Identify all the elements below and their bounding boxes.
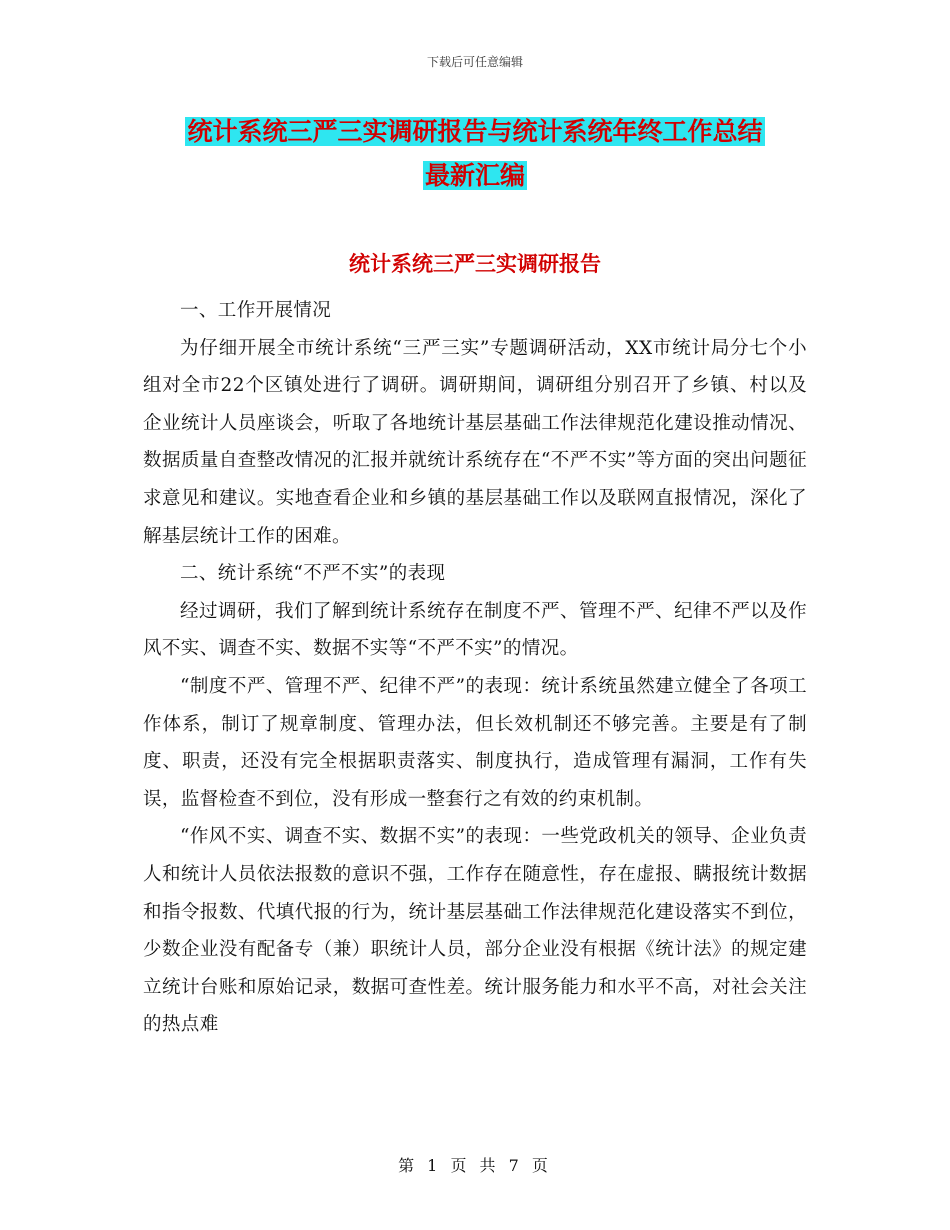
title-line-1: 统计系统三严三实调研报告与统计系统年终工作总结: [187, 117, 763, 146]
paragraph: “作风不实、调查不实、数据不实”的表现：一些党政机关的领导、企业负责人和统计人员依法报数的意识不强，工作存在随意性，存在虚报、瞒报统计数据和指令报数、代填代报的行为，统计基层基础工作法律规范化建设落实不到位，少数企业没有配备专（兼）职统计人员，部分企业没有根据《统计法》的规定建立统计台账和原始记录，数据可查性差。统计服务能力和水平不高，对社会关注的热点难: [143, 826, 807, 1036]
paragraph: 一、工作开展情况: [180, 300, 332, 321]
page-number-footer: 第 1 页 共 7 页: [398, 1156, 552, 1175]
paragraph: 为仔细开展全市统计系统“三严三实”专题调研活动，XX市统计局分七个小组对全市22个区镇处进行了调研。调研期间，调研组分别召开了乡镇、村以及企业统计人员座谈会，听取了各地统计基层基础工作法律规范化建设推动情况、数据质量自查整改情况的汇报并就统计系统存在“不严不实”等方面的突出问题征求意见和建议。实地查看企业和乡镇的基层基础工作以及联网直报情况，深化了解基层统计工作的困难。: [143, 337, 807, 547]
paragraph: 二、统计系统“不严不实”的表现: [180, 563, 446, 585]
header-note: 下载后可任意编辑: [426, 55, 523, 69]
paragraph: “制度不严、管理不严、纪律不严”的表现：统计系统虽然建立健全了各项工作体系，制订了规章制度、管理办法，但长效机制还不够完善。主要是有了制度、职责，还没有完全根据职责落实、制度执行，造成管理有漏洞，工作有失误，监督检查不到位，没有形成一整套行之有效的约束机制。: [143, 675, 807, 810]
section-title: 统计系统三严三实调研报告: [349, 252, 601, 276]
title-line-2: 最新汇编: [424, 161, 525, 190]
paragraph: 经过调研，我们了解到统计系统存在制度不严、管理不严、纪律不严以及作风不实、调查不实、数据不实等“不严不实”的情况。: [143, 600, 807, 660]
document-title: [140, 110, 810, 198]
body-text: [143, 292, 807, 1044]
